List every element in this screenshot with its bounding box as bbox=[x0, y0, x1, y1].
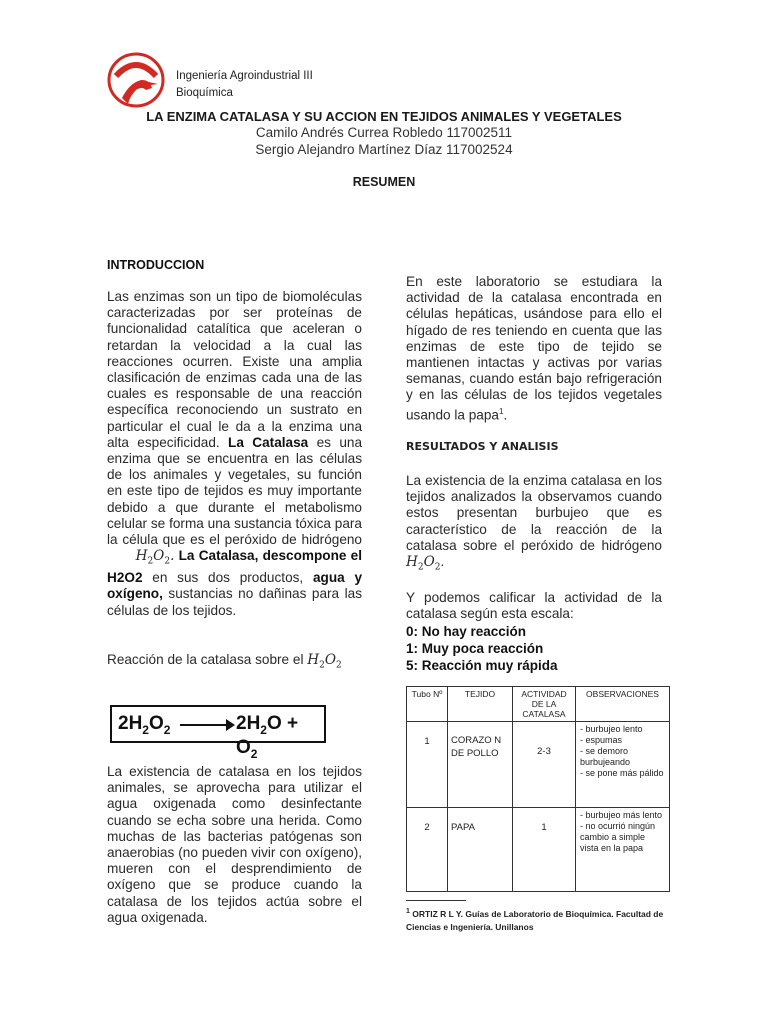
h2o2-formula-caption: $H_2O_2$ bbox=[307, 652, 342, 671]
cell-observaciones: - burbujeo lento - espumas - se demoro burbujeando - se pone más pálido bbox=[576, 722, 670, 808]
cell-tejido: CORAZO N DE POLLO bbox=[448, 722, 513, 808]
col-header-observaciones: OBSERVACIONES bbox=[576, 687, 670, 722]
footnote-number: 1 bbox=[406, 908, 410, 915]
reaction-caption: Reacción de la catalasa sobre el $H_2O_2$ bbox=[107, 652, 342, 671]
intro-bold-agua: agua y oxígeno, bbox=[107, 570, 363, 602]
program-name: Ingeniería Agroindustrial III bbox=[176, 70, 313, 82]
lab-paragraph: En este laboratorio se estudiara la actividad de la catalasa encontrada en células hepáticas, usándose para ello el hígado de res teniendo en cuenta que las enzimas de este tipo de tejido se mantienen intactas y activas por varias semanas, cuando están bajo refrigeración y en las células de los tejidos vegetales usando la papa$^1$. bbox=[406, 274, 662, 423]
cell-tubo: 2 bbox=[407, 808, 448, 892]
reactant: $2H_2O_2$ bbox=[118, 713, 171, 737]
intro-text-a: Las enzimas son un tipo de biomoléculas caracterizadas por ser proteínas de funcionalidad catalítica que aceleran o retardan la velocidad a la cual las reacciones ocurren. Existe una amplia clasificación de enzimas cada una de las cuales es responsable de una reacción específica reconociendo un sustrato en particular el cual le da a la enzima una alta especificidad. bbox=[107, 289, 362, 450]
col-header-tubo: Tubo Nº bbox=[407, 687, 448, 722]
results-paragraph: La existencia de la enzima catalasa en los tejidos analizados la observamos cuando estos presentan burbujeo que es característico de la reacción de la catalasa sobre el peróxido de hidrógeno $H_2O_2$. bbox=[406, 473, 662, 573]
abstract-heading: RESUMEN bbox=[352, 175, 416, 189]
scale-intro: Y podemos calificar la actividad de la catalasa según esta escala: bbox=[406, 590, 662, 622]
scale-item: 0: No hay reacción bbox=[406, 624, 527, 639]
activity-scale bbox=[406, 623, 666, 674]
authors bbox=[0, 124, 768, 158]
footnote-divider bbox=[406, 900, 466, 901]
intro-text-g: sustancias no dañinas para las células de los tejidos. bbox=[107, 586, 362, 618]
scale-item: 5: Reacción muy rápida bbox=[406, 658, 558, 673]
cell-tejido: PAPA bbox=[448, 808, 513, 892]
col-header-tejido: TEJIDO bbox=[448, 687, 513, 722]
footnote-text: ORTIZ R L Y. Guías de Laboratorio de Bioquímica. Facultad de Ciencias e Ingeniería. Unillanos bbox=[406, 908, 664, 932]
h2o2-formula: $H_2O_2$. bbox=[107, 548, 175, 567]
cell-observaciones: - burbujeo más lento - no ocurrió ningún cambio a simple vista en la papa bbox=[576, 808, 670, 892]
university-logo bbox=[106, 50, 166, 110]
h2o2-formula-results: $H_2O_2$ bbox=[406, 554, 441, 573]
table-header-row bbox=[407, 687, 670, 722]
disinfectant-paragraph: La existencia de catalasa en los tejidos animales, se aprovecha para utilizar el agua oxigenada como desinfectante cuando se echa sobre una herida. Como muchas de las bacterias patógenas son anaerobias (no pueden vivir con oxígeno), mueren con el desprendimiento de oxígeno que se produce cuando la catalasa de los tejidos actúa sobre el agua oxigenada. bbox=[107, 764, 362, 925]
intro-text-c: es una enzima que se encuentra en las células de los animales y vegetales, su función en este tipo de tejidos es muy importante debido a que durante el metabolismo celular se forma una sustancia tóxica para la célula que es el peróxido de hidrógeno bbox=[107, 434, 363, 548]
reaction-equation-box bbox=[110, 705, 326, 761]
results-table bbox=[406, 686, 670, 892]
reaction-arrow bbox=[180, 724, 230, 726]
table-row bbox=[407, 808, 670, 892]
footnote-ref: 1 bbox=[498, 406, 504, 416]
cell-tubo: 1 bbox=[407, 722, 448, 808]
intro-text-e: en sus dos productos, bbox=[152, 570, 304, 586]
footnote bbox=[406, 905, 668, 934]
course-name: Bioquímica bbox=[176, 87, 233, 99]
arrow-head-icon bbox=[226, 719, 235, 731]
scale-item: 1: Muy poca reacción bbox=[406, 641, 544, 656]
intro-paragraph bbox=[107, 289, 362, 619]
institution-label bbox=[176, 68, 313, 102]
intro-heading: INTRODUCCION bbox=[107, 258, 205, 272]
author-1: Camilo Andrés Currea Robledo 117002511 bbox=[255, 125, 513, 140]
cell-actividad: 2-3 bbox=[513, 722, 576, 808]
table-row bbox=[407, 722, 670, 808]
intro-bold-descompone: La Catalasa, descompone el H2O2 bbox=[107, 548, 363, 586]
author-2: Sergio Alejandro Martínez Díaz 117002524 bbox=[255, 142, 513, 157]
cell-actividad: 1 bbox=[513, 808, 576, 892]
col-header-actividad: ACTIVIDAD DE LA CATALASA bbox=[513, 687, 576, 722]
results-heading: RESULTADOS Y ANALISIS bbox=[406, 440, 559, 453]
intro-bold-catalasa: La Catalasa bbox=[228, 434, 309, 450]
paper-title: LA ENZIMA CATALASA Y SU ACCION EN TEJIDOS ANIMALES Y VEGETALES bbox=[146, 109, 622, 124]
products: $2H_2O + O_2$ bbox=[236, 713, 299, 761]
